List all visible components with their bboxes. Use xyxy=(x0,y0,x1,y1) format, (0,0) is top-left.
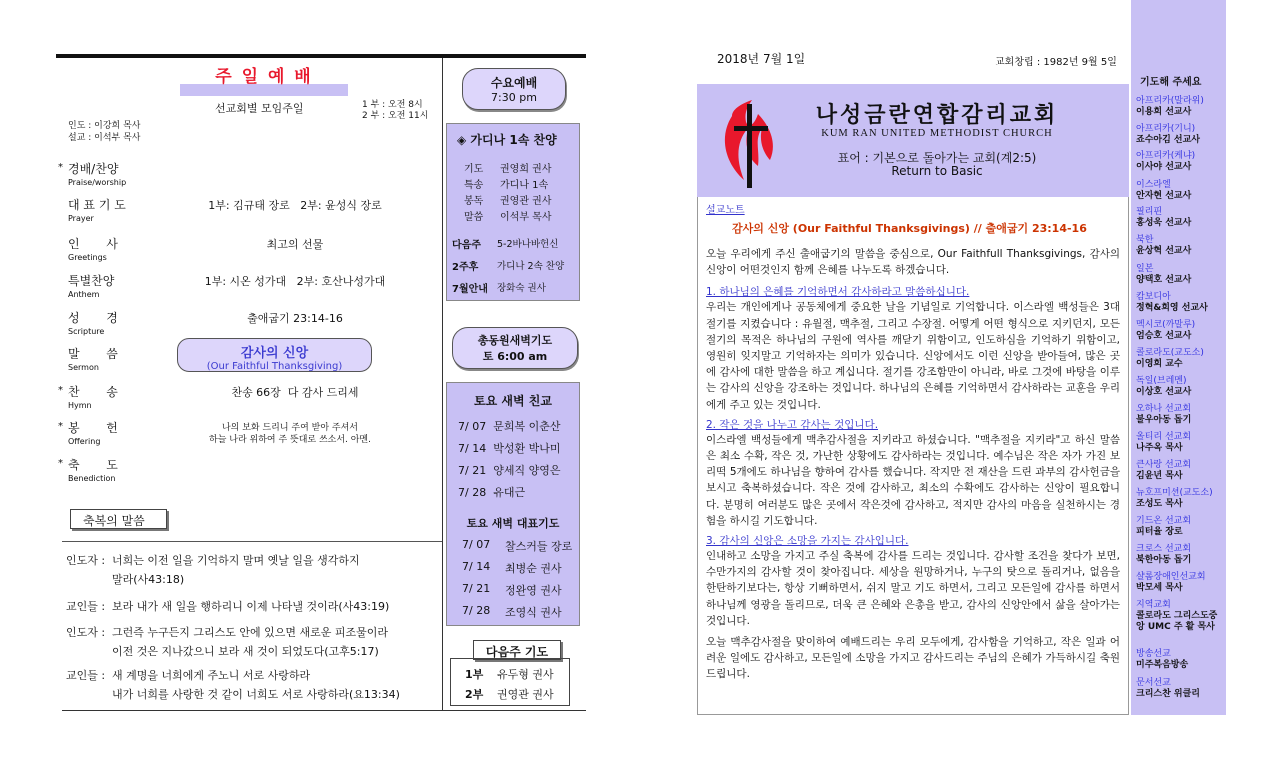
prayer-missionary: 이상호 선교사 xyxy=(1136,387,1192,397)
wed-person: 권영희 권사 xyxy=(500,164,552,175)
prayer-missionary: 이사야 선교사 xyxy=(1136,162,1192,172)
prayer-country: 큰사랑 선교회 xyxy=(1136,460,1192,470)
service-time-1: 1 부 : 오전 8시 xyxy=(362,100,423,110)
order-title-en: Hymn xyxy=(68,401,92,410)
leader-line: 인도 : 이강희 목사 xyxy=(68,121,141,131)
order-star: * xyxy=(58,162,63,173)
wed-praise-title: ◈ 가디나 1속 찬양 xyxy=(457,133,557,147)
reading-line: 내가 너희를 사랑한 것 같이 너희도 서로 사랑하라(요13:34) xyxy=(112,688,400,701)
sermon-heading: 감사의 신앙 (Our Faithful Thanksgivings) // 출애굽기 23:14-16 xyxy=(732,222,1087,235)
order-title-en: Greetings xyxy=(68,253,107,262)
prayer-missionary: 정혁&희영 선교사 xyxy=(1136,303,1208,313)
prayer-country: 아프리카(기니) xyxy=(1136,124,1196,134)
prayer-country: 멕시코(까말루) xyxy=(1136,320,1196,330)
prayer-missionary: 안자현 선교사 xyxy=(1136,191,1192,201)
reading-line: 보라 내가 새 일을 행하리니 이제 나타낼 것이라(사43:19) xyxy=(112,600,390,613)
offering-line-2: 하늘 나라 위하여 주 뜻대로 쓰소서. 아멘. xyxy=(209,435,371,445)
prayer-missionary: 북한아동 돕기 xyxy=(1136,555,1192,565)
prayer-missionary: 콜로라도 그리스도중앙 UMC 주 활 목사 xyxy=(1136,611,1218,632)
order-value: 최고의 선물 xyxy=(266,238,324,251)
order-value: 출애굽기 23:14-16 xyxy=(247,312,343,325)
order-title-ko: 경배/찬양 xyxy=(68,162,119,176)
order-star: * xyxy=(58,458,63,469)
next-prayer-name: 권영관 권사 xyxy=(497,688,554,701)
sermon-subtitle: (Our Faithful Thanksgiving) xyxy=(206,361,343,372)
order-title-en: Scripture xyxy=(68,327,105,336)
prayer-missionary: 양택호 선교사 xyxy=(1136,275,1192,285)
sermon-intro: 오늘 우리에게 주신 출애굽기의 말씀을 중심으로, Our Faithfull Thanksgivings, 감사의 신앙이 어떤것인지 함께 은혜를 나누도록 하겠습니다. xyxy=(706,248,1120,277)
prayer-missionary: 홍성욱 선교사 xyxy=(1136,218,1192,228)
next-prayer-label-box xyxy=(473,640,561,660)
next-label: 7월안내 xyxy=(452,284,488,295)
section-3-head: 3. 감사의 신앙은 소망을 가지는 감사입니다. xyxy=(706,535,909,548)
wed-title: 수요예배 xyxy=(490,76,538,90)
prayer-missionary: 나주옥 목사 xyxy=(1136,443,1183,453)
prayer-country: 아프리카(말라위) xyxy=(1136,96,1204,106)
order-value: 찬송 66장 다 감사 드리세 xyxy=(231,386,359,399)
order-title-en: Prayer xyxy=(68,214,94,223)
sat-prayer-title: 토요 새벽 대표기도 xyxy=(466,517,560,530)
prayer-country: 독일(브레멘) xyxy=(1136,376,1187,386)
sat-prayer-date: 7/ 14 xyxy=(462,560,491,573)
reading-line: 이전 것은 지나갔으니 보라 새 것이 되었도다(고후5:17) xyxy=(112,645,379,658)
order-title-en: Offering xyxy=(68,437,101,446)
next-prayer-service: 1부 xyxy=(465,668,484,681)
prayer-title: 기도해 주세요 xyxy=(1140,77,1202,88)
prayer-country: 북한 xyxy=(1136,235,1154,245)
preacher-line: 설교 : 이석부 목사 xyxy=(68,133,141,143)
order-title-ko: 봉 헌 xyxy=(68,421,118,435)
order-value: 1부: 시온 성가대 2부: 호산나성가대 xyxy=(204,275,386,288)
dawn-prayer xyxy=(452,327,578,369)
sat-prayer-name: 조영식 권사 xyxy=(505,606,562,619)
umc-cross-flame-logo xyxy=(718,98,780,190)
prayer-country: 올티리 선교회 xyxy=(1136,432,1192,442)
prayer-country: 캄보디아 xyxy=(1136,292,1171,302)
prayer-country: 문서선교 xyxy=(1136,678,1171,688)
prayer-missionary: 김윤년 목사 xyxy=(1136,471,1183,481)
page-title: 주 일 예 배 xyxy=(215,67,313,87)
wed-person: 가디나 1속 xyxy=(500,180,549,191)
next-value: 가디나 2속 찬양 xyxy=(497,261,565,272)
order-star: * xyxy=(58,385,63,396)
sermon-title: 감사의 신앙 xyxy=(240,346,309,361)
church-name: 나성금란연합감리교회 xyxy=(815,103,1059,128)
reading-line: 그런즉 누구든지 그리스도 안에 있으면 새로운 피조물이라 xyxy=(112,626,389,639)
prayer-country: 방송선교 xyxy=(1136,649,1171,659)
bulletin-date: 2018년 7월 1일 xyxy=(717,52,806,66)
closing-paragraph: 오늘 맥추감사절을 맞이하여 예배드리는 우리 모두에게, 감사함을 기억하고, 작은 일과 어려운 일에도 감사하고, 모든일에 소망을 가지고 감사드리는 주님의 은혜가 가득하시길 축원드립니다. xyxy=(706,636,1120,681)
reading-line: 너희는 이전 일을 기억하지 말며 옛날 일을 생각하지 xyxy=(112,554,360,567)
section-3-body: 인내하고 소망을 가지고 주실 축복에 감사를 드리는 것입니다. 감사할 조건을 찾다가 보면, 수만가지의 감사할 것이 찾아집니다. 세상을 원망하거나, 누구의 탓으로 돌리거나, 없음을 한탄하기보다는, 항상 기뻐하면서, 쉬지 말고 기도 하면서, 그리고 모든일에 감사를 하면서 하나님께 영광을 돌리므로, 더욱 큰 은혜와 은총을 받고, 감사의 신앙안에서 삶을 살아가는 것입니다. xyxy=(706,550,1120,627)
next-label: 2주후 xyxy=(452,262,479,273)
order-title-ko: 대 표 기 도 xyxy=(68,198,126,212)
service-time-2: 2 부 : 오전 11시 xyxy=(362,111,429,121)
wed-role: 기도 xyxy=(464,164,484,175)
prayer-missionary: 윤상혁 선교사 xyxy=(1136,246,1192,256)
prayer-missionary: 크리스찬 위클리 xyxy=(1136,689,1200,699)
wed-role: 봉독 xyxy=(464,196,484,207)
sermon-note-label: 설교노트 xyxy=(706,205,745,216)
blessing-label: 축복의 말씀 xyxy=(70,509,167,529)
next-label: 다음주 xyxy=(452,240,481,251)
prayer-country: 지역교회 xyxy=(1136,600,1171,610)
section-2-head: 2. 작은 것을 나누고 감사는 것입니다. xyxy=(706,418,879,431)
wed-role: 말씀 xyxy=(464,212,484,223)
reading-speaker: 인도자 : xyxy=(66,554,106,567)
order-title-ko: 인 사 xyxy=(68,237,118,251)
prayer-country: 이스라엘 xyxy=(1136,180,1171,190)
column-divider xyxy=(442,58,443,710)
offering-line-1: 나의 보화 드리니 주여 받아 주셔서 xyxy=(221,423,359,433)
motto-en: Return to Basic xyxy=(891,164,983,178)
reading-speaker: 교인들 : xyxy=(66,669,106,682)
prayer-missionary: 박모세 목사 xyxy=(1136,583,1183,593)
motto: 표어 : 기본으로 돌아가는 교회(계2:5) xyxy=(837,151,1037,165)
wed-person: 이석부 목사 xyxy=(500,212,552,223)
wed-person: 권영관 권사 xyxy=(500,196,552,207)
section-1-body: 우리는 개인에게나 공동체에게 중요한 날을 기념일로 기억합니다. 이스라엘 백성들은 3대 절기를 지켰습니다 : 유월절, 맥추절, 그리고 수장절. 어떻게 어떤 형식으로 지키던지, 모든 절기의 목적은 하나님의 구원에 역사를 깨닫기 위함이고, 인도하심을 기억하기 위함이고, 영원히 잊지말고 기억하자는 의미가 있습니다. 신앙에서도 이런 신앙을 받아들여, 많은 곳에 감사에 대한 말씀을 하고 계십니다. 절기를 강조함만이 아니라, 바로 그것에 바탕을 이루는 감사의 신앙을 강조하는 것입니다. 하나님의 은혜를 기억하면서 감사하라는 교훈을 우리에게 주고 있는 것입니다. xyxy=(706,301,1120,411)
order-title-ko: 축 도 xyxy=(68,458,118,472)
prayer-missionary: 불우아동 돕기 xyxy=(1136,415,1192,425)
reading-speaker: 인도자 : xyxy=(66,626,106,639)
fellowship-row: 7/ 28 유대근 xyxy=(458,486,526,499)
order-star: * xyxy=(58,421,63,432)
sat-prayer-name: 찰스커들 장로 xyxy=(505,540,573,553)
order-title-ko: 말 씀 xyxy=(68,347,118,361)
order-value: 1부: 김규태 장로 2부: 윤성식 장로 xyxy=(208,199,382,212)
order-title-en: Anthem xyxy=(68,290,100,299)
section-2-body: 이스라엘 백성들에게 맥추감사절을 지키라고 하셨습니다. "맥추절을 지키라"고 하신 말씀은 최소 수확, 작은 것, 가난한 상황에도 감사하라는 것입니다. 예수님은 작은 자가 가진 보리떡 5개에도 하나님을 향하여 감사를 했습니다. 작지만 전 재산을 드린 과부의 감사헌금을 보시고 축복하셨습니다. 작은 것에 감사하고, 최소의 수확에도 감사하는 신앙이 필요합니다. 분명히 여러분도 많은 곳에서 작은것에 감사하고, 적지만 감사의 마음을 실천하시는 경험을 하시길 기도합니다. xyxy=(706,433,1120,527)
order-title-en: Sermon xyxy=(68,363,99,372)
fellowship-row: 7/ 14 박성환 박나미 xyxy=(458,442,561,455)
fellowship-row: 7/ 21 양세직 양영은 xyxy=(458,464,561,477)
order-title-en: Benediction xyxy=(68,474,116,483)
prayer-country: 콜로라도(교도소) xyxy=(1136,348,1204,358)
next-prayer-name: 유두형 권사 xyxy=(497,668,554,681)
reading-speaker: 교인들 : xyxy=(66,600,106,613)
founded-date: 교회창립 : 1982년 9월 5일 xyxy=(995,57,1117,68)
section-1-head: 1. 하나님의 은혜를 기억하면서 감사하라고 말씀하십니다. xyxy=(706,286,970,299)
prayer-country: 뉴호프미션(교도소) xyxy=(1136,488,1213,498)
next-prayer-service: 2부 xyxy=(465,688,484,701)
sat-prayer-name: 정완영 권사 xyxy=(505,584,562,597)
prayer-missionary: 미주복음방송 xyxy=(1136,660,1189,670)
wed-time: 7:30 pm xyxy=(491,91,537,104)
prayer-country: 오하나 선교회 xyxy=(1136,404,1192,414)
order-title-ko: 찬 송 xyxy=(68,385,118,399)
dawn-title: 총동원새벽기도 xyxy=(477,334,553,347)
prayer-country: 기드온 선교회 xyxy=(1136,516,1192,526)
top-rule xyxy=(56,54,586,58)
divider xyxy=(62,541,442,542)
next-value: 장화숙 권사 xyxy=(497,283,546,294)
order-title-en: Praise/worship xyxy=(68,178,127,187)
sat-prayer-date: 7/ 28 xyxy=(462,604,491,617)
fellowship-row: 7/ 07 문희복 이춘산 xyxy=(458,420,561,433)
prayer-missionary: 이영희 교수 xyxy=(1136,359,1183,369)
sermon-title-box xyxy=(177,338,372,372)
sermon-body xyxy=(706,246,1120,683)
dawn-time: 토 6:00 am xyxy=(482,350,548,363)
church-name-en: KUM RAN UNITED METHODIST CHURCH xyxy=(821,128,1053,139)
prayer-missionary: 죠수아김 선교사 xyxy=(1136,135,1200,145)
sat-prayer-date: 7/ 07 xyxy=(462,538,491,551)
sat-prayer-name: 최병순 권사 xyxy=(505,562,562,575)
prayer-missionary: 피터율 장로 xyxy=(1136,527,1183,537)
prayer-country: 일본 xyxy=(1136,264,1154,274)
prayer-missionary: 엄승호 선교사 xyxy=(1136,331,1192,341)
next-value: 5-2바나바헌신 xyxy=(497,239,559,250)
reading-line: 새 계명을 너희에게 주노니 서로 사랑하라 xyxy=(112,669,311,682)
prayer-missionary: 조성도 목사 xyxy=(1136,499,1183,509)
next-prayer-title: 다음주 기도 xyxy=(485,645,549,659)
service-subtitle: 선교회별 모임주일 xyxy=(215,102,304,115)
order-title-ko: 특별찬양 xyxy=(68,274,115,288)
sat-fellow-title: 토요 새벽 친교 xyxy=(474,394,552,408)
bottom-rule xyxy=(62,710,586,711)
order-title-ko: 성 경 xyxy=(68,311,118,325)
wed-role: 특송 xyxy=(464,180,484,191)
prayer-country: 크로스 선교회 xyxy=(1136,544,1192,554)
prayer-country: 필리핀 xyxy=(1136,207,1163,217)
prayer-country: 샬롬장애인선교회 xyxy=(1136,572,1206,582)
prayer-missionary: 이용희 선교사 xyxy=(1136,107,1192,117)
sat-prayer-date: 7/ 21 xyxy=(462,582,491,595)
reading-line: 말라(사43:18) xyxy=(112,573,185,586)
wednesday-service xyxy=(462,68,566,110)
prayer-country: 아프리카(케냐) xyxy=(1136,151,1196,161)
